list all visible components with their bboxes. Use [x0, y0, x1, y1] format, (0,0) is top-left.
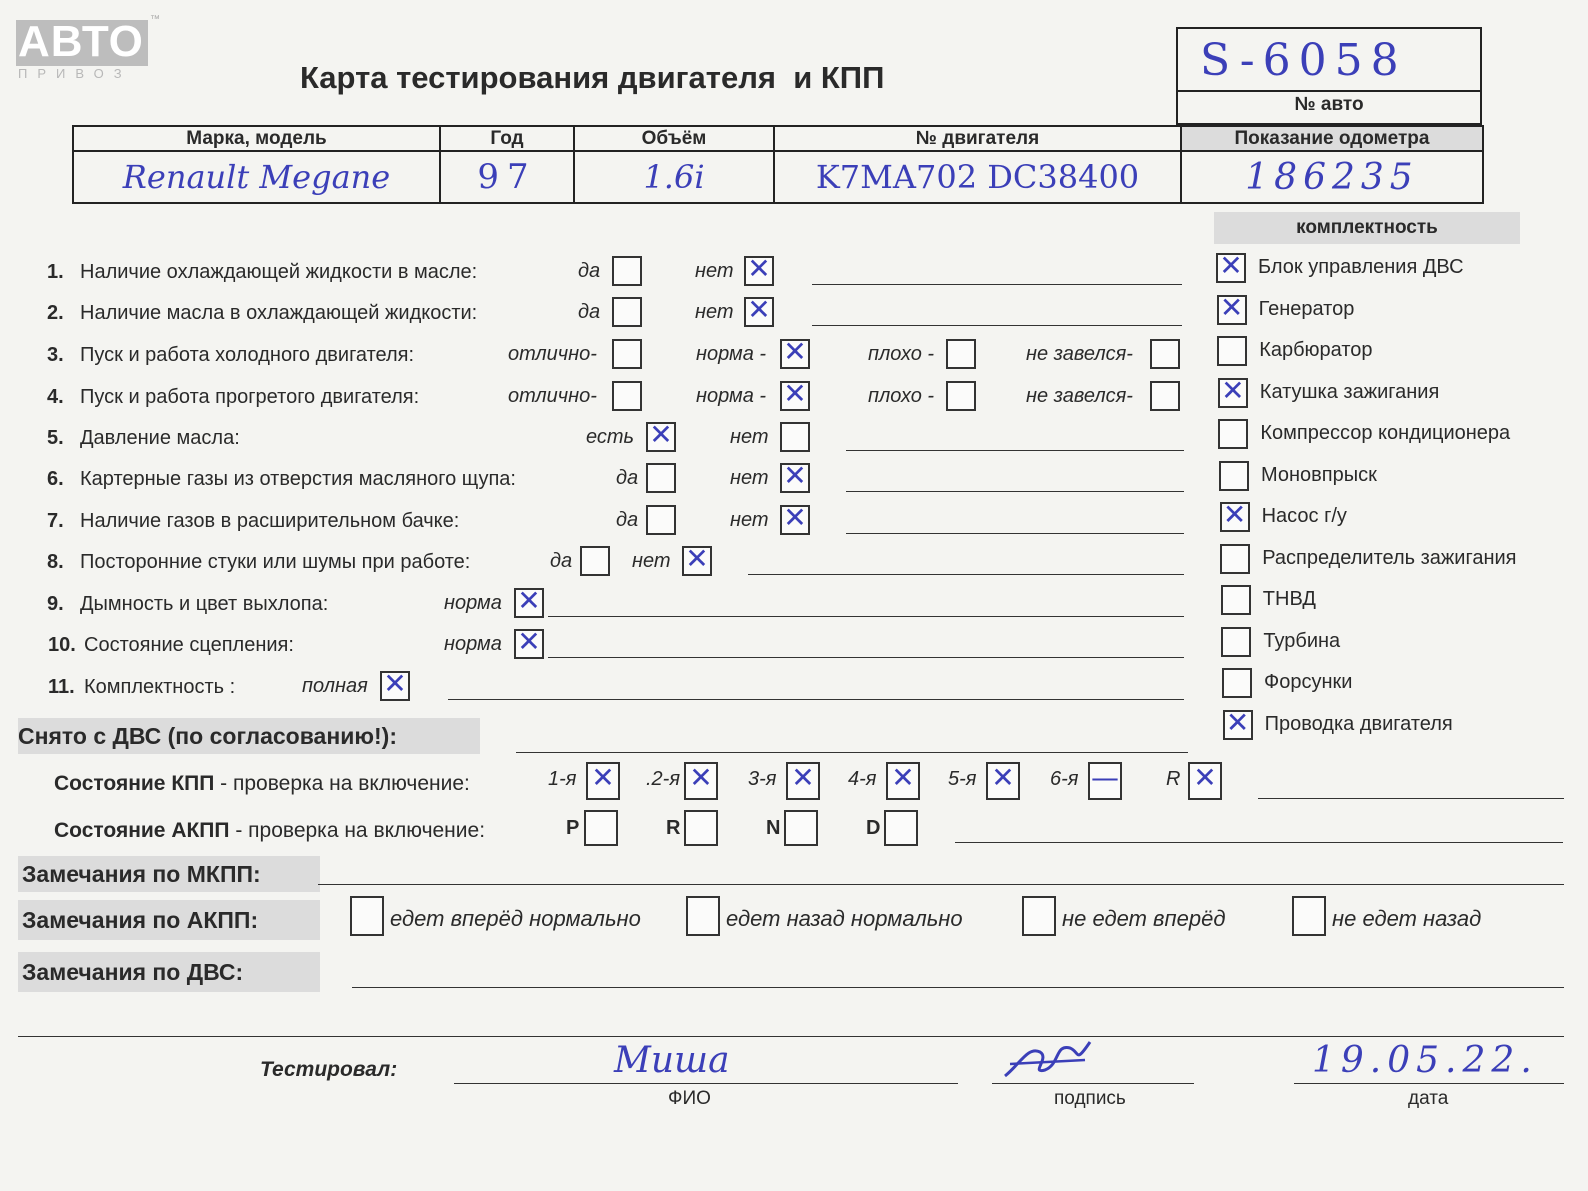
item9-norm-label: норма: [444, 592, 502, 614]
item5-yes-checkbox-mark: ✕: [649, 418, 673, 451]
item3-excellent-label: отлично-: [508, 343, 597, 365]
completeness-checkbox-9[interactable]: [1221, 585, 1251, 615]
kpp-label-bold: Состояние КПП: [54, 772, 215, 795]
item8-yes-checkbox[interactable]: [580, 546, 610, 576]
item8-yes-label: да: [550, 550, 573, 572]
akpp-gear-label-2: R: [666, 817, 681, 839]
date-line: [1294, 1083, 1564, 1084]
item-text-7: Наличие газов в расширительном бачке:: [80, 510, 460, 532]
completeness-item-10: Турбина: [1263, 629, 1341, 652]
item5-no-label: нет: [730, 426, 769, 448]
item-text-8: Посторонние стуки или шумы при работе:: [80, 551, 471, 573]
item-number-3: 3.: [47, 344, 64, 366]
kpp-gear-mark-5: ✕: [991, 761, 1015, 794]
item10-norm-label: норма: [444, 633, 502, 655]
item9-norm-checkbox[interactable]: [514, 584, 544, 618]
item6-line: [846, 491, 1184, 492]
akpp-remark-checkbox-2[interactable]: [686, 896, 720, 936]
kpp-gear-checkbox-5[interactable]: [986, 762, 1020, 800]
completeness-item-9: ТНВД: [1262, 588, 1316, 610]
auto-number-label: № авто: [1294, 94, 1364, 115]
akpp-label: [54, 819, 485, 843]
akpp-gear-checkbox-1[interactable]: [584, 810, 618, 846]
volume-value: 1.6i: [574, 151, 774, 203]
completeness-checkbox-5[interactable]: [1218, 419, 1248, 449]
item11-full-label: полная: [302, 675, 368, 697]
item1-yes-checkbox[interactable]: [612, 256, 642, 286]
item-number-9: 9.: [47, 593, 64, 615]
kpp-gear-label-5: 5-я: [948, 768, 977, 790]
akpp-remark-checkbox-3[interactable]: [1022, 896, 1056, 936]
item4-excellent-label: отлично-: [508, 385, 597, 407]
col-header-volume: Объём: [574, 126, 774, 151]
item5-yes-label: есть: [586, 426, 635, 448]
item2-no-checkbox[interactable]: [744, 293, 774, 327]
item3-nostart-label: не завелся-: [1026, 343, 1133, 365]
akpp-gear-checkbox-3[interactable]: [784, 810, 818, 846]
item10-norm-checkbox[interactable]: [514, 625, 544, 659]
item-text-9: Дымность и цвет выхлопа:: [80, 593, 329, 615]
completeness-checkbox-1[interactable]: [1216, 249, 1246, 283]
item-number-6: 6.: [47, 468, 64, 490]
akpp-remark-checkbox-1[interactable]: [350, 896, 384, 936]
akpp-remark-label-3: не едет вперёд: [1062, 906, 1226, 931]
item3-bad-checkbox[interactable]: [946, 339, 976, 369]
akpp-gear-label-4: D: [866, 817, 881, 839]
akpp-remark-label-2: едет назад нормально: [726, 906, 963, 931]
item5-no-checkbox[interactable]: [780, 422, 810, 452]
model-value: Renault Megane: [73, 151, 440, 203]
item8-line: [748, 574, 1184, 575]
item11-full-checkbox-mark: ✕: [383, 667, 407, 700]
item6-yes-checkbox[interactable]: [646, 463, 676, 493]
logo-tm: ™: [150, 14, 160, 25]
item-text-2: Наличие масла в охлаждающей жидкости:: [80, 302, 478, 324]
item-text-3: Пуск и работа холодного двигателя:: [80, 344, 415, 366]
item8-no-checkbox-mark: ✕: [685, 542, 709, 575]
item6-no-checkbox-mark: ✕: [783, 459, 807, 492]
item-number-7: 7.: [47, 510, 64, 532]
item9-line: [548, 616, 1184, 617]
item5-line: [846, 450, 1184, 451]
kpp-gear-checkbox-3[interactable]: [786, 762, 820, 800]
completeness-checkbox-2-mark: ✕: [1219, 290, 1244, 324]
signature-mark: [1000, 1034, 1100, 1084]
item3-nostart-checkbox[interactable]: [1150, 339, 1180, 369]
item-text-11: Комплектность :: [84, 676, 236, 698]
akpp-label-rest: - проверка на включение:: [229, 819, 486, 842]
item4-bad-label: плохо -: [868, 385, 935, 407]
item4-norm-checkbox-mark: ✕: [783, 377, 807, 410]
akpp-gear-checkbox-2[interactable]: [684, 810, 718, 846]
item7-yes-label: да: [616, 509, 639, 531]
signature-line: [992, 1083, 1194, 1084]
akpp-remark-checkbox-4[interactable]: [1292, 896, 1326, 936]
completeness-item-7: Насос г/у: [1261, 505, 1347, 527]
tested-label: Тестировал:: [260, 1058, 398, 1081]
kpp-label: [54, 772, 470, 796]
completeness-item-2: Генератор: [1258, 297, 1355, 320]
completeness-checkbox-2[interactable]: [1217, 290, 1247, 325]
auto-number-value: S-6058: [1200, 35, 1407, 86]
completeness-item-6: Моновпрыск: [1261, 463, 1377, 486]
item8-no-checkbox[interactable]: [682, 542, 712, 576]
akpp-label-bold: Состояние АКПП: [54, 819, 230, 842]
kpp-gear-mark-1: ✕: [591, 761, 615, 794]
item-number-11: 11.: [48, 676, 75, 698]
item2-no-checkbox-mark: ✕: [747, 293, 771, 326]
kpp-gear-mark-3: ✕: [791, 761, 815, 794]
year-value: 97: [440, 151, 574, 203]
completeness-checkbox-11[interactable]: [1222, 668, 1252, 698]
completeness-checkbox-10[interactable]: [1221, 627, 1251, 657]
akpp-gear-checkbox-4[interactable]: [884, 810, 918, 846]
item1-no-checkbox[interactable]: [744, 252, 774, 286]
signature-label: подпись: [1054, 1088, 1126, 1109]
date-value: 19.05.22.: [1312, 1040, 1538, 1081]
completeness-checkbox-12[interactable]: [1223, 705, 1253, 740]
fio-line: [454, 1083, 958, 1084]
item4-norm-label: норма -: [696, 385, 767, 407]
item6-yes-label: да: [616, 467, 639, 489]
item7-line: [846, 533, 1184, 534]
kpp-label-rest: - проверка на включение:: [214, 772, 470, 795]
col-header-year: Год: [440, 126, 574, 151]
item4-bad-checkbox[interactable]: [946, 381, 976, 411]
fio-value: Мишa: [614, 1040, 730, 1081]
item7-yes-checkbox[interactable]: [646, 505, 676, 535]
akpp-remark-label-4: не едет назад: [1332, 906, 1482, 931]
kpp-gear-label-3: 3-я: [748, 768, 777, 790]
completeness-item-12: Проводка двигателя: [1264, 712, 1453, 735]
item3-excellent-checkbox[interactable]: [612, 339, 642, 369]
item1-no-checkbox-mark: ✕: [747, 252, 771, 285]
akpp-remark-label-1: едет вперёд нормально: [390, 906, 641, 931]
item4-nostart-label: не завелся-: [1026, 385, 1133, 407]
completeness-item-5: Компрессор кондиционера: [1260, 422, 1511, 444]
completeness-checkbox-4[interactable]: [1218, 373, 1248, 408]
item10-line: [548, 657, 1184, 658]
item-number-8: 8.: [47, 551, 64, 573]
completeness-item-1: Блок управления ДВС: [1258, 256, 1464, 278]
col-header-engine: № двигателя: [774, 126, 1181, 151]
completeness-item-8: Распределитель зажигания: [1262, 546, 1517, 569]
item-text-4: Пуск и работа прогретого двигателя:: [80, 386, 420, 408]
item7-no-checkbox[interactable]: [780, 501, 810, 535]
kpp-gear-label-1: 1-я: [548, 768, 577, 790]
kpp-gear-mark-7: ✕: [1193, 761, 1217, 794]
item11-line: [448, 699, 1184, 700]
akpp-gear-label-1: P: [566, 817, 580, 839]
fio-label: ФИО: [668, 1088, 711, 1109]
item7-no-checkbox-mark: ✕: [783, 501, 807, 534]
item1-no-label: нет: [695, 260, 734, 282]
item2-yes-checkbox[interactable]: [612, 297, 642, 327]
item2-line: [812, 325, 1182, 326]
item1-yes-label: да: [578, 260, 601, 282]
item4-nostart-checkbox[interactable]: [1150, 381, 1180, 411]
item-number-5: 5.: [47, 427, 64, 449]
completeness-checkbox-12-mark: ✕: [1225, 705, 1250, 739]
item10-norm-checkbox-mark: ✕: [517, 625, 541, 658]
remarks-mkpp-label: Замечания по МКПП:: [18, 856, 320, 892]
auto-number-divider: [1176, 90, 1482, 92]
kpp-gear-label-2: .2-я: [646, 768, 681, 790]
logo-subtext: ПРИВОЗ: [18, 66, 132, 81]
kpp-gear-label-7: R: [1166, 768, 1181, 790]
completeness-title: комплектность: [1214, 212, 1520, 244]
item6-no-checkbox[interactable]: [780, 459, 810, 493]
item-text-6: Картерные газы из отверстия масляного щупа:: [80, 468, 516, 490]
col-header-odometer: Показание одометра: [1181, 126, 1483, 151]
completeness-checkbox-7-mark: ✕: [1222, 498, 1247, 531]
engine-value: K7MA702 DC38400: [774, 151, 1181, 203]
removed-label: Снято с ДВС (по согласованию!):: [18, 718, 480, 754]
kpp-gear-mark-4: ✕: [891, 761, 915, 794]
odometer-value: 186235: [1181, 151, 1483, 203]
remarks-dvs-line: [352, 987, 1564, 988]
remarks-mkpp-line: [318, 884, 1564, 885]
remarks-dvs-label: Замечания по ДВС:: [18, 952, 320, 992]
completeness-checkbox-6[interactable]: [1219, 461, 1249, 491]
page-title: Карта тестирования двигателя и КПП: [300, 60, 885, 95]
item-number-2: 2.: [47, 302, 64, 324]
kpp-gear-checkbox-4[interactable]: [886, 762, 920, 800]
vehicle-table: [72, 125, 1484, 204]
item-number-4: 4.: [47, 386, 64, 408]
kpp-gear-label-4: 4-я: [848, 768, 877, 790]
kpp-gear-mark-2: ✕: [689, 761, 713, 794]
completeness-checkbox-8[interactable]: [1220, 544, 1250, 574]
item7-no-label: нет: [730, 509, 769, 531]
date-label: дата: [1408, 1088, 1449, 1109]
item5-yes-checkbox[interactable]: [646, 418, 676, 452]
item8-no-label: нет: [632, 550, 671, 572]
kpp-gear-checkbox-7[interactable]: [1188, 762, 1222, 800]
item3-norm-checkbox[interactable]: [780, 335, 810, 369]
item4-excellent-checkbox[interactable]: [612, 381, 642, 411]
completeness-item-4: Катушка зажигания: [1259, 380, 1440, 403]
kpp-gear-checkbox-2[interactable]: [684, 762, 718, 800]
item-number-1: 1.: [47, 261, 64, 283]
item6-no-label: нет: [730, 467, 769, 489]
logo-text: АВТО: [18, 17, 144, 66]
item1-line: [812, 284, 1182, 285]
item2-no-label: нет: [695, 301, 734, 323]
kpp-line: [1258, 798, 1564, 799]
item-number-10: 10.: [48, 634, 76, 656]
item-text-10: Состояние сцепления:: [84, 634, 294, 656]
item11-full-checkbox[interactable]: [380, 667, 410, 701]
col-header-model: Марка, модель: [73, 126, 440, 151]
remarks-akpp-label: Замечания по АКПП:: [18, 900, 320, 940]
completeness-item-11: Форсунки: [1264, 671, 1353, 693]
akpp-gear-label-3: N: [766, 817, 781, 839]
item3-norm-checkbox-mark: ✕: [783, 335, 807, 368]
item4-norm-checkbox[interactable]: [780, 377, 810, 411]
item3-bad-label: плохо -: [868, 343, 935, 365]
completeness-checkbox-7[interactable]: [1220, 498, 1250, 532]
item-text-1: Наличие охлаждающей жидкости в масле:: [80, 261, 478, 283]
kpp-gear-mark-6: —: [1091, 761, 1119, 794]
kpp-gear-label-6: 6-я: [1050, 768, 1079, 790]
completeness-checkbox-4-mark: ✕: [1221, 373, 1245, 407]
remarks-dvs-line-2: [18, 1036, 1564, 1037]
akpp-line: [955, 842, 1563, 843]
item2-yes-label: да: [578, 301, 601, 323]
item-text-5: Давление масла:: [80, 427, 240, 449]
removed-line: [516, 752, 1188, 753]
completeness-checkbox-3[interactable]: [1217, 336, 1247, 366]
kpp-gear-checkbox-1[interactable]: [586, 762, 620, 800]
completeness-checkbox-1-mark: ✕: [1219, 249, 1243, 282]
item9-norm-checkbox-mark: ✕: [517, 584, 541, 617]
item3-norm-label: норма -: [696, 343, 767, 365]
completeness-item-3: Карбюратор: [1259, 339, 1373, 361]
kpp-gear-checkbox-6[interactable]: [1088, 762, 1122, 800]
